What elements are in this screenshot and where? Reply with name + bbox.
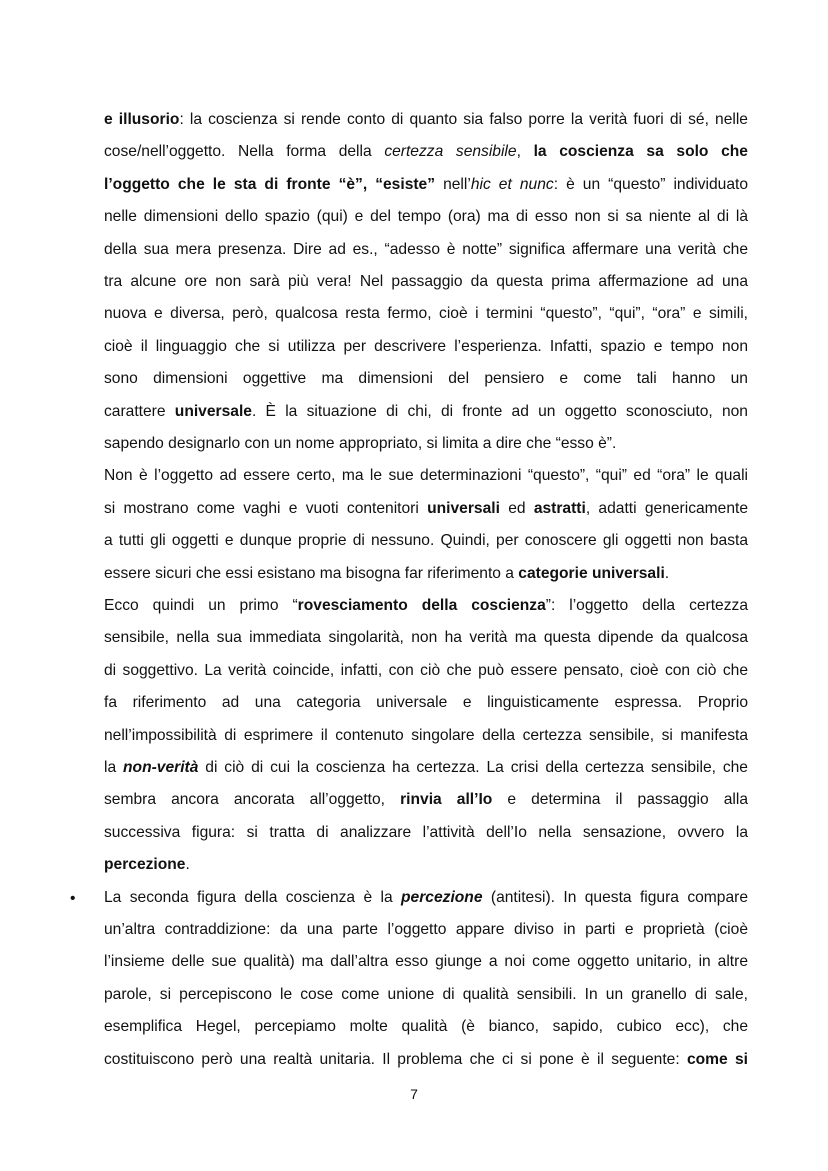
text-line	[104, 726, 748, 746]
text-line	[104, 985, 748, 1005]
text-span: cose/nell’oggetto. Nella forma della	[104, 143, 385, 160]
text-span: essere sicuri che essi esistano ma bisogna far riferimento a	[104, 565, 519, 582]
text-span: la	[104, 759, 124, 776]
text-line	[104, 596, 748, 616]
text-line	[104, 790, 748, 810]
text-span: ”: l’oggetto della certezza	[545, 597, 748, 614]
text-span: sembra ancora ancorata all’oggetto,	[104, 791, 401, 808]
text-span: nuova e diversa, però, qualcosa resta fermo, cioè i termini “questo”, “qui”, “ora” e simili,	[104, 305, 748, 322]
text-span: parole, si percepiscono le cose come unione di qualità sensibili. In un granello di sale,	[104, 986, 748, 1003]
text-line	[104, 434, 748, 454]
text-line	[104, 175, 748, 195]
bold-text: la coscienza sa solo che	[533, 143, 748, 160]
text-line	[104, 337, 748, 357]
text-span: costituiscono però una realtà unitaria. Il problema che ci si pone è il seguente:	[104, 1051, 687, 1068]
text-span: sono dimensioni oggettive ma dimensioni del pensiero e come tali hanno un	[104, 370, 748, 387]
text-span: l’insieme delle sue qualità) ma dall’altra esso giunge a noi come oggetto unitario, in altre	[104, 953, 748, 970]
text-span: nell’impossibilità di esprimere il contenuto singolare della certezza sensibile, si manifesta	[104, 727, 748, 744]
text-span: , adatti genericamente	[585, 500, 749, 517]
bold-text: percezione	[401, 889, 483, 906]
text-span: carattere	[104, 403, 175, 420]
text-line	[104, 661, 748, 681]
text-span: si mostrano come vaghi e vuoti contenitori	[104, 500, 428, 517]
bold-text: universale	[174, 403, 252, 420]
bold-text: categorie universali	[518, 565, 665, 582]
text-line	[104, 823, 748, 843]
text-line	[104, 369, 748, 389]
text-span: esemplifica Hegel, percepiamo molte qualità (è bianco, sapido, cubico ecc), che	[104, 1018, 748, 1035]
text-line	[104, 110, 748, 130]
text-span: : la coscienza si rende conto di quanto sia falso porre la verità fuori di sé, nelle	[179, 111, 748, 128]
text-span: un’altra contraddizione: da una parte l’oggetto appare diviso in parti e proprietà (cioè	[104, 921, 748, 938]
text-span: .	[185, 856, 190, 873]
text-line	[104, 628, 748, 648]
text-line	[104, 142, 748, 162]
text-line	[104, 693, 748, 713]
text-line	[104, 855, 748, 875]
text-span: Ecco quindi un primo “	[104, 597, 298, 614]
text-line	[104, 240, 748, 260]
text-line	[104, 304, 748, 324]
text-line	[104, 499, 748, 519]
text-line	[104, 466, 748, 486]
text-line	[104, 920, 748, 940]
text-line	[104, 952, 748, 972]
text-span: successiva figura: si tratta di analizzare l’attività dell’Io nella sensazione, ovvero la	[104, 824, 748, 841]
page-number: 7	[410, 1086, 418, 1102]
text-line	[104, 272, 748, 292]
bullet-marker: •	[70, 890, 76, 907]
bold-text: percezione	[104, 856, 186, 873]
bold-text: rinvia all’Io	[400, 791, 493, 808]
text-span: ,	[516, 143, 534, 160]
italic-text: certezza sensibile	[384, 143, 517, 160]
bold-text: come si	[686, 1051, 748, 1068]
italic-text: hic et nunc	[470, 176, 554, 193]
text-line	[104, 1050, 748, 1070]
text-line	[104, 531, 748, 551]
text-span: sapendo designarlo con un nome appropriato, si limita a dire che “esso è”.	[104, 435, 617, 452]
bold-text: e illusorio	[104, 111, 180, 128]
text-span: .	[664, 565, 670, 582]
bold-text: non-verità	[123, 759, 199, 776]
text-span: ed	[499, 500, 534, 517]
text-span: di ciò di cui la coscienza ha certezza. La crisi della certezza sensibile, che	[198, 759, 748, 776]
text-span: nell’	[435, 176, 471, 193]
text-span: della sua mera presenza. Dire ad es., “adesso è notte” significa affermare una verità che	[104, 241, 748, 258]
text-span: (antitesi). In questa figura compare	[482, 889, 748, 906]
text-line	[104, 564, 748, 584]
text-span: cioè il linguaggio che si utilizza per descrivere l’esperienza. Infatti, spazio e tempo non	[104, 338, 748, 355]
text-span: fa riferimento ad una categoria universale e linguisticamente espressa. Proprio	[104, 694, 748, 711]
text-span: e determina il passaggio alla	[492, 791, 748, 808]
bold-text: rovesciamento della coscienza	[297, 597, 546, 614]
bold-text: l’oggetto che le sta di fronte “è”, “esiste”	[104, 176, 436, 193]
text-line	[104, 207, 748, 227]
text-line	[104, 1017, 748, 1037]
text-span: di soggettivo. La verità coincide, infatti, con ciò che può essere pensato, cioè con ciò che	[104, 662, 748, 679]
text-span: tra alcune ore non sarà più vera! Nel passaggio da questa prima affermazione ad una	[104, 273, 748, 290]
text-span: Non è l’oggetto ad essere certo, ma le sue determinazioni “questo”, “qui” ed “ora” le quali	[104, 467, 748, 484]
text-span: . È la situazione di chi, di fronte ad un oggetto sconosciuto, non	[251, 403, 748, 420]
text-span: : è un “questo” individuato	[553, 176, 748, 193]
text-span: nelle dimensioni dello spazio (qui) e del tempo (ora) ma di esso non si sa niente al di là	[104, 208, 748, 225]
text-line	[104, 402, 748, 422]
text-line	[104, 888, 748, 908]
bold-text: astratti	[533, 500, 586, 517]
text-line	[104, 758, 748, 778]
text-span: a tutti gli oggetti e dunque proprie di nessuno. Quindi, per conoscere gli oggetti non basta	[104, 532, 748, 549]
text-span: sensibile, nella sua immediata singolarità, non ha verità ma questa dipende da qualcosa	[104, 629, 748, 646]
bold-text: universali	[427, 500, 500, 517]
text-span: La seconda figura della coscienza è la	[104, 889, 402, 906]
